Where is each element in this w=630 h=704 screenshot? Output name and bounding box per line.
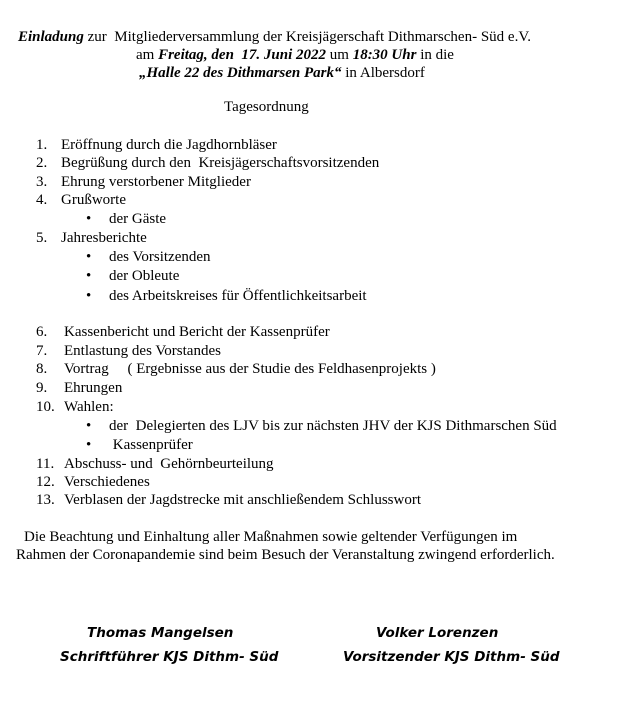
signature-name-1: Thomas Mangelsen <box>87 625 234 641</box>
agenda-item-number: 4. <box>36 192 48 208</box>
agenda-subitem-text: des Arbeitskreises für Öffentlichkeitsarbeit <box>109 288 367 304</box>
agenda-subitem-text: des Vorsitzenden <box>109 249 211 265</box>
agenda-subitem-text: der Gäste <box>109 211 167 227</box>
notice-line-1: Die Beachtung und Einhaltung aller Maßnahmen sowie geltender Verfügungen im <box>24 529 518 545</box>
agenda-item-text: Begrüßung durch den Kreisjägerschaftsvorsitzenden <box>61 155 380 171</box>
agenda-item-number: 2. <box>36 155 48 171</box>
header-line-2 <box>136 46 454 64</box>
agenda-item-text: Ehrungen <box>64 380 123 396</box>
agenda-item-number: 11. <box>36 456 55 472</box>
agenda-subitem-text: der Obleute <box>109 268 180 284</box>
agenda-item-number: 13. <box>36 492 55 508</box>
agenda-item-text: Vortrag ( Ergebnisse aus der Studie des Feldhasenprojekts ) <box>64 361 436 377</box>
bullet-icon: • <box>86 249 92 265</box>
agenda-item-text: Wahlen: <box>64 399 114 415</box>
header-line-1 <box>18 28 531 46</box>
agenda-item-text: Entlastung des Vorstandes <box>64 343 221 359</box>
text: in Albersdorf <box>341 65 425 81</box>
agenda-item-number: 9. <box>36 380 48 396</box>
text: um <box>326 47 353 63</box>
header-text: zur Mitgliederversammlung der Kreisjägerschaft Dithmarschen- Süd e.V. <box>83 29 531 45</box>
agenda-item-number: 5. <box>36 230 48 246</box>
bullet-icon: • <box>86 288 92 304</box>
signature-name-2: Volker Lorenzen <box>376 625 499 641</box>
bullet-icon: • <box>86 211 92 227</box>
agenda-item-text: Ehrung verstorbener Mitglieder <box>61 174 251 190</box>
signature-role-2: Vorsitzender KJS Dithm- Süd <box>343 649 560 665</box>
agenda-item-number: 10. <box>36 399 55 415</box>
event-date: Freitag, den 17. Juni 2022 <box>158 47 327 63</box>
agenda-item-number: 1. <box>36 137 48 153</box>
agenda-item-number: 12. <box>36 474 55 490</box>
agenda-item-text: Abschuss- und Gehörnbeurteilung <box>64 456 274 472</box>
agenda-subitem-text: Kassenprüfer <box>109 437 193 453</box>
notice-line-2: Rahmen der Coronapandemie sind beim Besuch der Veranstaltung zwingend erforderlich. <box>16 547 555 563</box>
agenda-item-text: Jahresberichte <box>61 230 147 246</box>
bullet-icon: • <box>86 268 92 284</box>
header-line-3 <box>139 64 425 82</box>
event-venue: „Halle 22 des Dithmarsen Park“ <box>139 65 342 81</box>
event-time: 18:30 Uhr <box>352 47 417 63</box>
agenda-item-text: Grußworte <box>61 192 126 208</box>
agenda-subitem-text: der Delegierten des LJV bis zur nächsten JHV der KJS Dithmarschen Süd <box>109 418 557 434</box>
bullet-icon: • <box>86 437 92 453</box>
text: in die <box>416 47 454 63</box>
agenda-item-text: Verschiedenes <box>64 474 150 490</box>
agenda-item-number: 7. <box>36 343 48 359</box>
agenda-item-text: Kassenbericht und Bericht der Kassenprüfer <box>64 324 330 340</box>
agenda-title: Tagesordnung <box>224 99 309 115</box>
text: am <box>136 47 159 63</box>
signature-role-1: Schriftführer KJS Dithm- Süd <box>60 649 279 665</box>
agenda-item-number: 3. <box>36 174 48 190</box>
agenda-item-number: 6. <box>36 324 48 340</box>
invitation-label: Einladung <box>18 29 84 45</box>
agenda-item-number: 8. <box>36 361 48 377</box>
bullet-icon: • <box>86 418 92 434</box>
agenda-item-text: Eröffnung durch die Jagdhornbläser <box>61 137 277 153</box>
agenda-item-text: Verblasen der Jagdstrecke mit anschließendem Schlusswort <box>64 492 421 508</box>
